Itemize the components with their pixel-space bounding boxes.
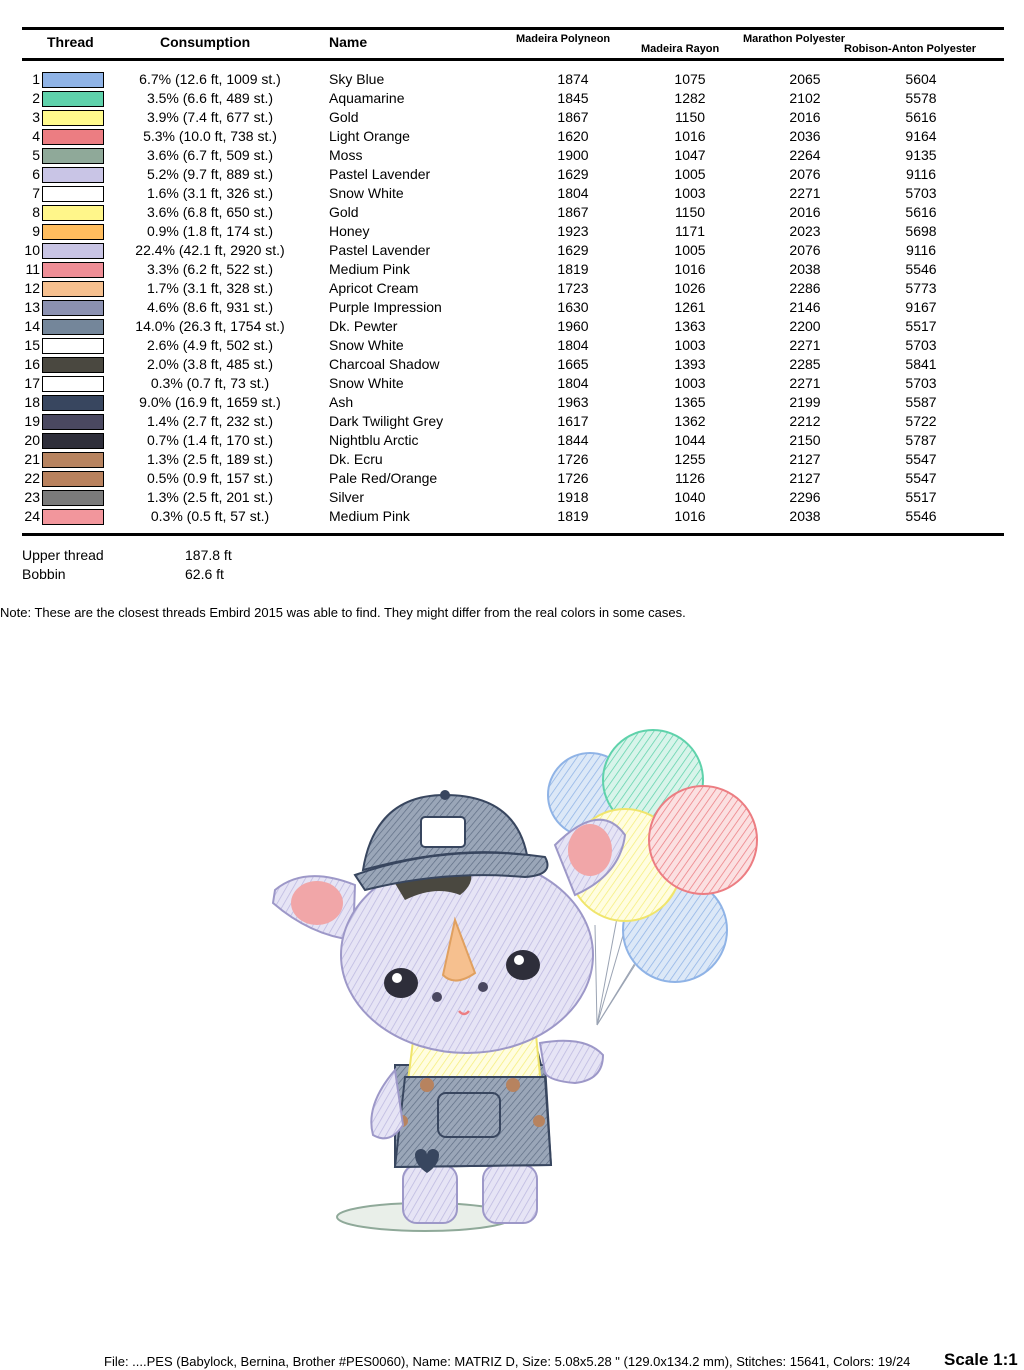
scale-label: Scale 1:1: [944, 1350, 1018, 1369]
thread-number: 24: [24, 508, 40, 524]
thread-consumption: 5.3% (10.0 ft, 738 st.): [143, 128, 277, 144]
thread-consumption: 0.7% (1.4 ft, 170 st.): [146, 432, 274, 448]
color-swatch: [42, 281, 104, 297]
color-swatch: [42, 167, 104, 183]
marathon-polyester-code: 2065: [789, 71, 821, 87]
madeira-polyneon-code: 1900: [557, 147, 589, 163]
thread-name: Light Orange: [329, 128, 410, 144]
color-swatch: [42, 262, 104, 278]
madeira-polyneon-code: 1844: [557, 432, 589, 448]
madeira-rayon-code: 1362: [674, 413, 706, 429]
robison-anton-code: 5546: [905, 261, 937, 277]
thread-name: Honey: [329, 223, 370, 239]
madeira-polyneon-code: 1867: [557, 109, 589, 125]
cap: [355, 790, 548, 890]
thread-name: Gold: [329, 204, 359, 220]
thread-table-body: [0, 70, 1024, 526]
header-marathon-polyester: Marathon Polyester: [743, 33, 846, 45]
header-consumption: Consumption: [160, 34, 251, 50]
thread-consumption: 0.5% (0.9 ft, 157 st.): [146, 470, 274, 486]
thread-consumption: 0.9% (1.8 ft, 174 st.): [146, 223, 274, 239]
table-row: [0, 108, 1024, 127]
robison-anton-code: 5773: [905, 280, 937, 296]
madeira-rayon-code: 1126: [674, 470, 706, 486]
color-swatch: [42, 72, 104, 88]
marathon-polyester-code: 2212: [789, 413, 821, 429]
thread-consumption: 3.5% (6.6 ft, 489 st.): [146, 90, 274, 106]
thread-name: Snow White: [329, 375, 404, 391]
table-row: [0, 469, 1024, 488]
thread-number: 12: [24, 280, 40, 296]
marathon-polyester-code: 2271: [789, 337, 821, 353]
table-top-rule: [22, 27, 1004, 30]
thread-name: Gold: [329, 109, 359, 125]
marathon-polyester-code: 2076: [789, 242, 821, 258]
robison-anton-code: 5703: [905, 185, 937, 201]
robison-anton-code: 5703: [905, 337, 937, 353]
thread-number: 5: [32, 147, 40, 163]
thread-number: 14: [24, 318, 40, 334]
madeira-rayon-code: 1044: [674, 432, 706, 448]
table-bottom-rule: [22, 533, 1004, 536]
table-row: [0, 507, 1024, 526]
table-row: [0, 241, 1024, 260]
header-robison-anton-polyester: Robison-Anton Polyester: [844, 43, 977, 55]
madeira-rayon-code: 1003: [674, 337, 706, 353]
marathon-polyester-code: 2286: [789, 280, 821, 296]
thread-number: 4: [32, 128, 40, 144]
marathon-polyester-code: 2150: [789, 432, 821, 448]
marathon-polyester-code: 2038: [789, 508, 821, 524]
thread-name: Aquamarine: [329, 90, 405, 106]
thread-name: Pale Red/Orange: [329, 470, 438, 486]
file-info: File: ....PES (Babylock, Bernina, Brother #PES0060), Name: MATRIZ D, Size: 5.08x5.28 " (129.0x134.2 mm), Stitches: 15641, Colors: 19/24: [104, 1354, 911, 1369]
color-swatch: [42, 509, 104, 525]
color-swatch: [42, 205, 104, 221]
thread-name: Dark Twilight Grey: [329, 413, 444, 429]
color-swatch: [42, 129, 104, 145]
marathon-polyester-code: 2271: [789, 375, 821, 391]
table-row: [0, 450, 1024, 469]
thread-consumption: 9.0% (16.9 ft, 1659 st.): [139, 394, 281, 410]
robison-anton-code: 5517: [905, 318, 937, 334]
marathon-polyester-code: 2127: [789, 470, 821, 486]
madeira-rayon-code: 1005: [674, 242, 706, 258]
table-row: [0, 355, 1024, 374]
table-row: [0, 374, 1024, 393]
thread-number: 8: [32, 204, 40, 220]
table-row: [0, 393, 1024, 412]
thread-consumption: 1.3% (2.5 ft, 189 st.): [146, 451, 274, 467]
table-row: [0, 184, 1024, 203]
thread-name: Moss: [329, 147, 363, 163]
thread-consumption: 14.0% (26.3 ft, 1754 st.): [135, 318, 285, 334]
madeira-rayon-code: 1075: [674, 71, 706, 87]
thread-consumption: 2.6% (4.9 ft, 502 st.): [146, 337, 274, 353]
thread-consumption: 3.6% (6.8 ft, 650 st.): [146, 204, 274, 220]
madeira-polyneon-code: 1918: [557, 489, 589, 505]
thread-number: 21: [24, 451, 40, 467]
thread-name: Pastel Lavender: [329, 242, 431, 258]
robison-anton-code: 5616: [905, 204, 937, 220]
table-row: [0, 412, 1024, 431]
madeira-polyneon-code: 1617: [557, 413, 589, 429]
header-name: Name: [329, 34, 368, 50]
thread-consumption: 3.3% (6.2 ft, 522 st.): [146, 261, 274, 277]
robison-anton-code: 5698: [905, 223, 937, 239]
thread-note: Note: These are the closest threads Embird 2015 was able to find. They might differ from the real colors in some cases.: [0, 605, 686, 620]
robison-anton-code: 9167: [905, 299, 937, 315]
madeira-rayon-code: 1261: [674, 299, 706, 315]
robison-anton-code: 9164: [905, 128, 937, 144]
marathon-polyester-code: 2271: [789, 185, 821, 201]
bobbin-value: 62.6 ft: [185, 566, 224, 582]
thread-number: 6: [32, 166, 40, 182]
robison-anton-code: 5587: [905, 394, 937, 410]
thread-number: 7: [32, 185, 40, 201]
table-row: [0, 89, 1024, 108]
thread-consumption: 3.9% (7.4 ft, 677 st.): [146, 109, 274, 125]
embroidery-preview: [255, 725, 765, 1245]
thread-number: 11: [25, 261, 40, 277]
thread-name: Dk. Ecru: [329, 451, 383, 467]
madeira-polyneon-code: 1960: [557, 318, 589, 334]
color-swatch: [42, 433, 104, 449]
madeira-polyneon-code: 1867: [557, 204, 589, 220]
thread-name: Ash: [329, 394, 354, 410]
marathon-polyester-code: 2102: [789, 90, 821, 106]
madeira-rayon-code: 1026: [674, 280, 706, 296]
thread-consumption: 4.6% (8.6 ft, 931 st.): [146, 299, 274, 315]
header-madeira-rayon: Madeira Rayon: [641, 43, 720, 55]
madeira-polyneon-code: 1804: [557, 337, 589, 353]
marathon-polyester-code: 2296: [789, 489, 821, 505]
marathon-polyester-code: 2199: [789, 394, 821, 410]
thread-consumption: 1.3% (2.5 ft, 201 st.): [146, 489, 274, 505]
table-row: [0, 127, 1024, 146]
color-swatch: [42, 414, 104, 430]
madeira-rayon-code: 1016: [674, 508, 706, 524]
thread-name: Silver: [329, 489, 365, 505]
thread-name: Snow White: [329, 337, 404, 353]
table-row: [0, 222, 1024, 241]
table-row: [0, 431, 1024, 450]
robison-anton-code: 5841: [905, 356, 937, 372]
thread-number: 2: [32, 90, 40, 106]
color-swatch: [42, 224, 104, 240]
thread-consumption: 1.4% (2.7 ft, 232 st.): [146, 413, 274, 429]
table-row: [0, 317, 1024, 336]
marathon-polyester-code: 2036: [789, 128, 821, 144]
thread-consumption: 2.0% (3.8 ft, 485 st.): [146, 356, 274, 372]
thread-number: 16: [24, 356, 40, 372]
thread-number: 9: [32, 223, 40, 239]
madeira-rayon-code: 1393: [674, 356, 706, 372]
color-swatch: [42, 186, 104, 202]
color-swatch: [42, 376, 104, 392]
madeira-rayon-code: 1003: [674, 185, 706, 201]
madeira-polyneon-code: 1726: [557, 451, 589, 467]
thread-number: 1: [32, 71, 40, 87]
thread-consumption: 22.4% (42.1 ft, 2920 st.): [135, 242, 285, 258]
marathon-polyester-code: 2127: [789, 451, 821, 467]
robison-anton-code: 9116: [905, 242, 937, 258]
robison-anton-code: 5517: [905, 489, 937, 505]
thread-name: Medium Pink: [329, 508, 410, 524]
marathon-polyester-code: 2146: [789, 299, 821, 315]
thread-number: 20: [24, 432, 40, 448]
madeira-polyneon-code: 1620: [557, 128, 589, 144]
thread-consumption: 1.6% (3.1 ft, 326 st.): [146, 185, 274, 201]
robison-anton-code: 9116: [905, 166, 937, 182]
thread-number: 3: [32, 109, 40, 125]
thread-name: Nightblu Arctic: [329, 432, 419, 448]
robison-anton-code: 5604: [905, 71, 937, 87]
color-swatch: [42, 471, 104, 487]
table-row: [0, 488, 1024, 507]
color-swatch: [42, 452, 104, 468]
color-swatch: [42, 490, 104, 506]
thread-number: 10: [24, 242, 40, 258]
thread-name: Dk. Pewter: [329, 318, 398, 334]
madeira-rayon-code: 1171: [674, 223, 706, 239]
madeira-rayon-code: 1150: [674, 109, 706, 125]
thread-name: Purple Impression: [329, 299, 442, 315]
header-madeira-polyneon: Madeira Polyneon: [516, 33, 611, 45]
madeira-polyneon-code: 1630: [557, 299, 589, 315]
thread-name: Pastel Lavender: [329, 166, 431, 182]
table-row: [0, 203, 1024, 222]
madeira-polyneon-code: 1804: [557, 185, 589, 201]
robison-anton-code: 5546: [905, 508, 937, 524]
thread-number: 22: [24, 470, 40, 486]
thread-consumption: 6.7% (12.6 ft, 1009 st.): [139, 71, 281, 87]
marathon-polyester-code: 2285: [789, 356, 821, 372]
table-row: [0, 279, 1024, 298]
robison-anton-code: 5787: [905, 432, 937, 448]
color-swatch: [42, 110, 104, 126]
robison-anton-code: 9135: [905, 147, 937, 163]
madeira-polyneon-code: 1963: [557, 394, 589, 410]
thread-consumption: 1.7% (3.1 ft, 328 st.): [146, 280, 274, 296]
marathon-polyester-code: 2264: [789, 147, 821, 163]
thread-consumption: 3.6% (6.7 ft, 509 st.): [146, 147, 274, 163]
madeira-rayon-code: 1365: [674, 394, 706, 410]
madeira-rayon-code: 1003: [674, 375, 706, 391]
marathon-polyester-code: 2016: [789, 204, 821, 220]
madeira-polyneon-code: 1874: [557, 71, 589, 87]
thread-number: 15: [24, 337, 40, 353]
color-swatch: [42, 319, 104, 335]
thread-name: Charcoal Shadow: [329, 356, 440, 372]
marathon-polyester-code: 2023: [789, 223, 821, 239]
table-row: [0, 260, 1024, 279]
madeira-rayon-code: 1040: [674, 489, 706, 505]
madeira-polyneon-code: 1819: [557, 508, 589, 524]
madeira-polyneon-code: 1629: [557, 166, 589, 182]
madeira-polyneon-code: 1726: [557, 470, 589, 486]
thread-number: 13: [24, 299, 40, 315]
color-swatch: [42, 357, 104, 373]
madeira-rayon-code: 1363: [674, 318, 706, 334]
thread-name: Medium Pink: [329, 261, 410, 277]
color-swatch: [42, 148, 104, 164]
thread-consumption: 0.3% (0.5 ft, 57 st.): [150, 508, 270, 524]
color-swatch: [42, 91, 104, 107]
thread-name: Apricot Cream: [329, 280, 419, 296]
table-row: [0, 146, 1024, 165]
madeira-polyneon-code: 1923: [557, 223, 589, 239]
robison-anton-code: 5547: [905, 470, 937, 486]
robison-anton-code: 5616: [905, 109, 937, 125]
table-row: [0, 70, 1024, 89]
robison-anton-code: 5703: [905, 375, 937, 391]
color-swatch: [42, 338, 104, 354]
madeira-polyneon-code: 1665: [557, 356, 589, 372]
upper-thread-label: Upper thread: [22, 547, 104, 563]
thread-consumption: 5.2% (9.7 ft, 889 st.): [146, 166, 274, 182]
color-swatch: [42, 300, 104, 316]
madeira-polyneon-code: 1804: [557, 375, 589, 391]
thread-name: Snow White: [329, 185, 404, 201]
header-thread: Thread: [47, 34, 94, 50]
thread-number: 23: [24, 489, 40, 505]
thread-number: 17: [24, 375, 40, 391]
robison-anton-code: 5547: [905, 451, 937, 467]
thread-number: 19: [24, 413, 40, 429]
madeira-rayon-code: 1282: [674, 90, 706, 106]
table-header-rule: [22, 58, 1004, 61]
robison-anton-code: 5722: [905, 413, 937, 429]
table-row: [0, 336, 1024, 355]
bobbin-label: Bobbin: [22, 566, 66, 582]
madeira-polyneon-code: 1629: [557, 242, 589, 258]
thread-consumption: 0.3% (0.7 ft, 73 st.): [150, 375, 270, 391]
marathon-polyester-code: 2016: [789, 109, 821, 125]
marathon-polyester-code: 2038: [789, 261, 821, 277]
madeira-polyneon-code: 1819: [557, 261, 589, 277]
madeira-rayon-code: 1255: [674, 451, 706, 467]
marathon-polyester-code: 2076: [789, 166, 821, 182]
upper-thread-value: 187.8 ft: [185, 547, 232, 563]
color-swatch: [42, 243, 104, 259]
madeira-rayon-code: 1150: [674, 204, 706, 220]
madeira-polyneon-code: 1723: [557, 280, 589, 296]
madeira-rayon-code: 1016: [674, 128, 706, 144]
robison-anton-code: 5578: [905, 90, 937, 106]
madeira-polyneon-code: 1845: [557, 90, 589, 106]
madeira-rayon-code: 1016: [674, 261, 706, 277]
color-swatch: [42, 395, 104, 411]
marathon-polyester-code: 2200: [789, 318, 821, 334]
table-row: [0, 165, 1024, 184]
madeira-rayon-code: 1047: [674, 147, 706, 163]
thread-name: Sky Blue: [329, 71, 385, 87]
thread-number: 18: [24, 394, 40, 410]
table-row: [0, 298, 1024, 317]
madeira-rayon-code: 1005: [674, 166, 706, 182]
